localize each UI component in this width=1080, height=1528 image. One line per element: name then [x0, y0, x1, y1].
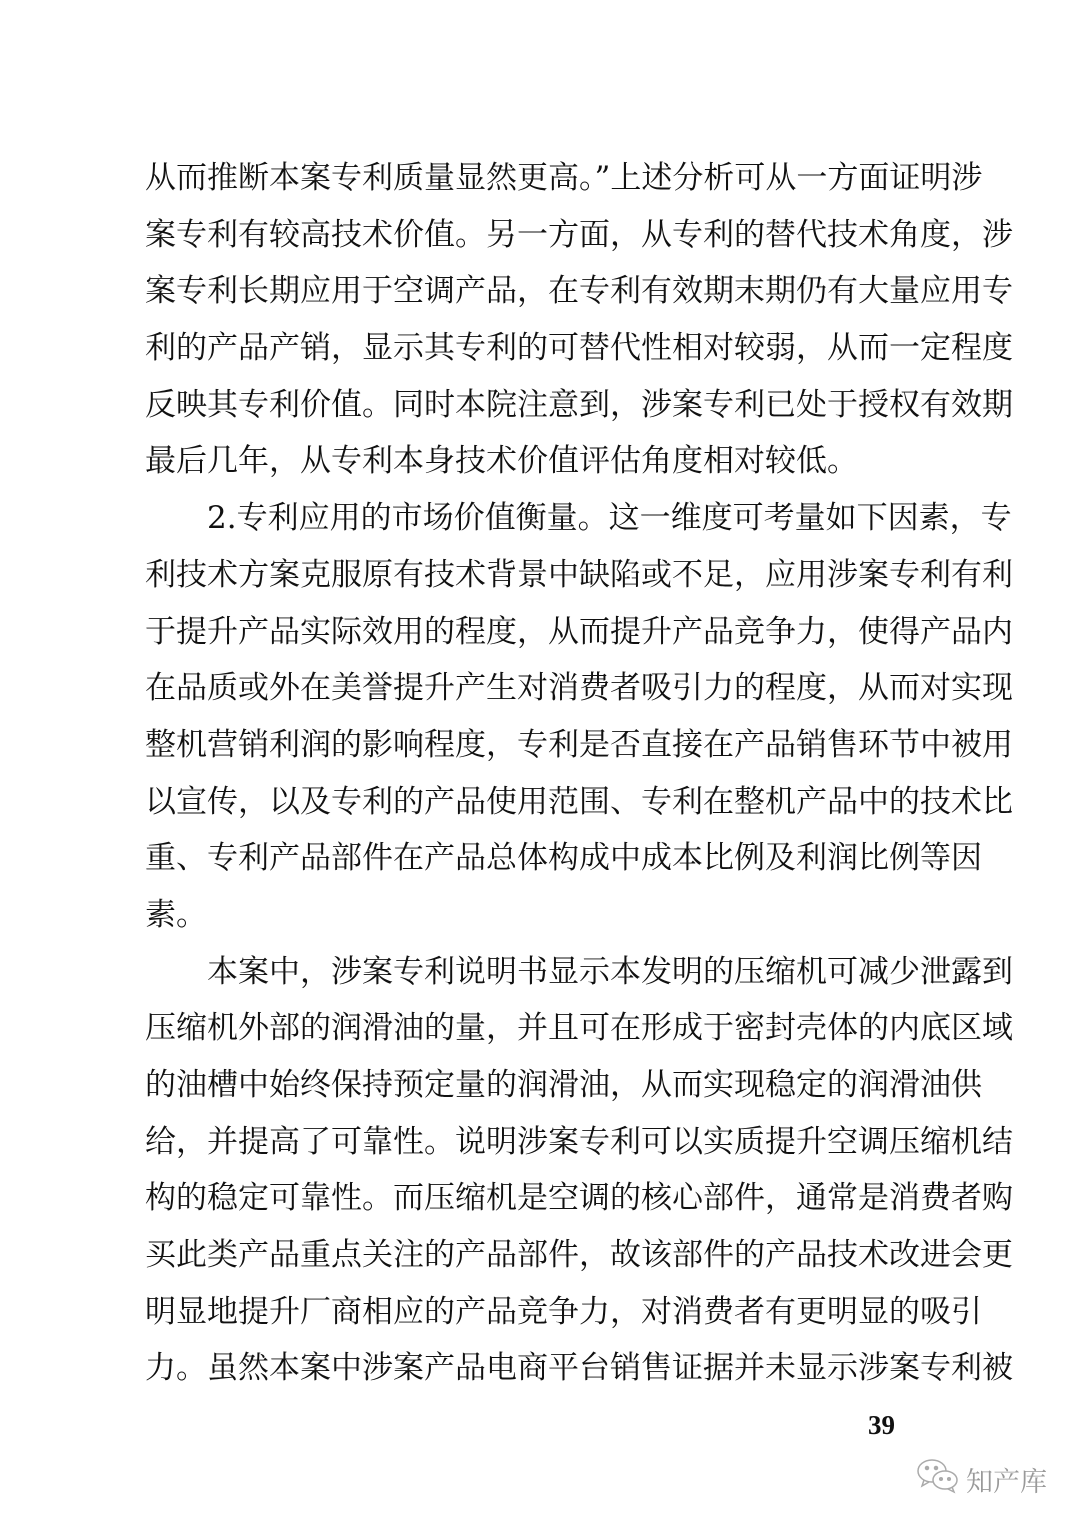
text-line: 在品质或外在美誉提升产生对消费者吸引力的程度，从而对实现	[145, 670, 1013, 707]
text-line: 以宣传，以及专利的产品使用范围、专利在整机产品中的技术比	[145, 783, 1013, 820]
document-body	[145, 150, 1013, 1397]
text-line: 反映其专利价值。同时本院注意到，涉案专利已处于授权有效期	[145, 386, 1013, 423]
text-line: 力。虽然本案中涉案产品电商平台销售证据并未显示涉案专利被	[145, 1350, 1013, 1387]
text-line: 整机营销利润的影响程度，专利是否直接在产品销售环节中被用	[145, 726, 1013, 763]
page-number: 39	[868, 1410, 895, 1440]
text-line: 利的产品产销，显示其专利的可替代性相对较弱，从而一定程度	[145, 330, 1013, 367]
text-line: 本案中，涉案专利说明书显示本发明的压缩机可减少泄露到	[207, 953, 1013, 990]
watermark-text: 知产库	[966, 1467, 1047, 1498]
text-line: 素。	[145, 896, 207, 933]
text-line: 明显地提升厂商相应的产品竞争力，对消费者有更明显的吸引	[145, 1293, 982, 1330]
text-line: 给，并提高了可靠性。说明涉案专利可以实质提升空调压缩机结	[145, 1123, 1013, 1160]
text-line: 于提升产品实际效用的程度，从而提升产品竞争力，使得产品内	[145, 613, 1013, 650]
paragraph-1	[145, 150, 1013, 490]
text-line: 买此类产品重点关注的产品部件，故该部件的产品技术改进会更	[145, 1237, 1013, 1274]
wechat-icon	[916, 1458, 960, 1501]
text-line: 利技术方案克服原有技术背景中缺陷或不足，应用涉案专利有利	[145, 556, 1013, 593]
text-line: 2.专利应用的市场价值衡量。这一维度可考量如下因素，专	[207, 500, 1012, 537]
text-line: 的油槽中始终保持预定量的润滑油，从而实现稳定的润滑油供	[145, 1067, 982, 1103]
text-line: 压缩机外部的润滑油的量，并且可在形成于密封壳体的内底区域	[145, 1010, 1013, 1047]
text-line: 构的稳定可靠性。而压缩机是空调的核心部件，通常是消费者购	[145, 1180, 1013, 1217]
text-line: 案专利有较高技术价值。另一方面，从专利的替代技术角度，涉	[145, 216, 1013, 253]
paragraph-3	[145, 944, 1013, 1398]
watermark	[916, 1458, 1047, 1501]
text-line: 案专利长期应用于空调产品，在专利有效期末期仍有大量应用专	[145, 273, 1013, 310]
text-line: 重、专利产品部件在产品总体构成中成本比例及利润比例等因	[145, 840, 982, 877]
paragraph-2	[145, 490, 1013, 944]
text-line: 最后几年，从专利本身技术价值评估角度相对较低。	[145, 443, 858, 480]
text-line: 从而推断本案专利质量显然更高。”上述分析可从一方面证明涉	[145, 160, 983, 196]
